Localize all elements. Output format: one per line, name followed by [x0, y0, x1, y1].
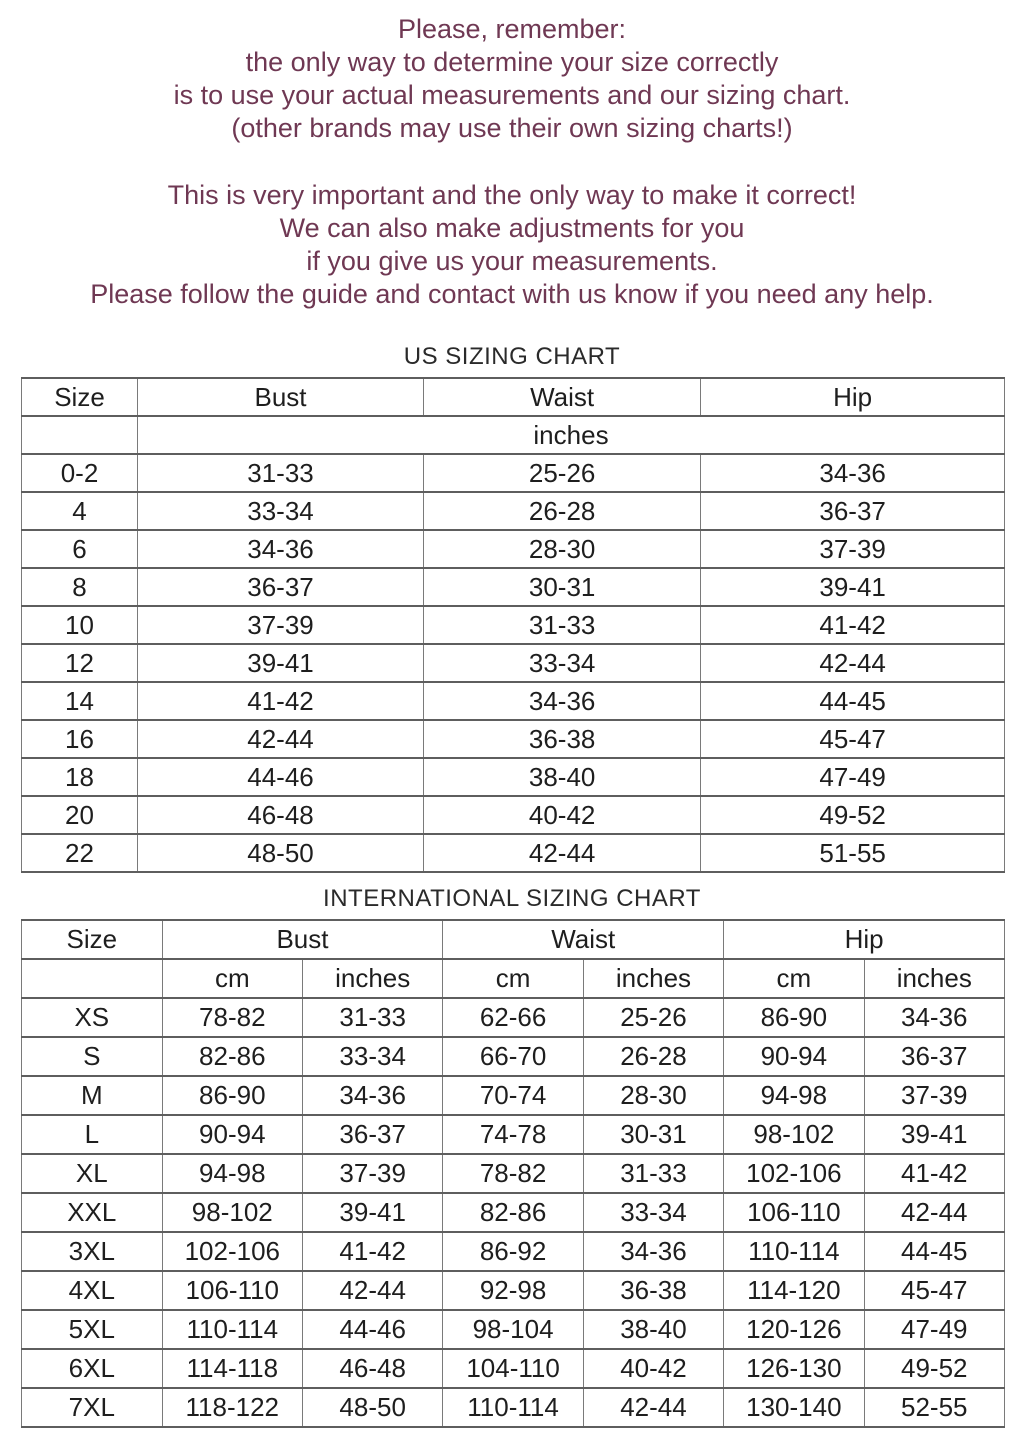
size-cell: 4XL — [22, 1271, 163, 1310]
intro-line: if you give us your measurements. — [306, 246, 718, 276]
size-cell: L — [22, 1115, 163, 1154]
measurement-cell: 114-118 — [162, 1349, 302, 1388]
table-row — [22, 1310, 1005, 1349]
us-header-bust: Bust — [137, 378, 423, 416]
measurement-cell: 82-86 — [162, 1037, 302, 1076]
measurement-cell: 48-50 — [302, 1388, 442, 1427]
measurement-cell: 86-90 — [162, 1076, 302, 1115]
measurement-cell: 51-55 — [701, 834, 1005, 872]
measurement-cell: 49-52 — [701, 796, 1005, 834]
measurement-cell: 42-44 — [424, 834, 701, 872]
measurement-cell: 31-33 — [424, 606, 701, 644]
measurement-cell: 104-110 — [443, 1349, 583, 1388]
measurement-cell: 49-52 — [864, 1349, 1004, 1388]
measurement-cell: 36-38 — [583, 1271, 723, 1310]
measurement-cell: 45-47 — [701, 720, 1005, 758]
measurement-cell: 34-36 — [424, 682, 701, 720]
us-header-waist: Waist — [424, 378, 701, 416]
measurement-cell: 33-34 — [424, 644, 701, 682]
size-cell: XS — [22, 998, 163, 1037]
measurement-cell: 42-44 — [137, 720, 423, 758]
intro-line: We can also make adjustments for you — [279, 213, 745, 243]
measurement-cell: 33-34 — [583, 1193, 723, 1232]
size-cell: XXL — [22, 1193, 163, 1232]
measurement-cell: 106-110 — [162, 1271, 302, 1310]
us-table-body — [22, 454, 1005, 872]
measurement-cell: 42-44 — [583, 1388, 723, 1427]
intl-header-hip: Hip — [724, 920, 1005, 959]
measurement-cell: 47-49 — [864, 1310, 1004, 1349]
size-cell: 22 — [22, 834, 138, 872]
measurement-cell: 39-41 — [137, 644, 423, 682]
table-row — [22, 1271, 1005, 1310]
intro-line: the only way to determine your size correctly — [245, 47, 779, 77]
international-chart-title: INTERNATIONAL SIZING CHART — [323, 885, 701, 912]
us-header-hip: Hip — [701, 378, 1005, 416]
measurement-cell: 45-47 — [864, 1271, 1004, 1310]
measurement-cell: 28-30 — [583, 1076, 723, 1115]
measurement-cell: 42-44 — [701, 644, 1005, 682]
measurement-cell: 47-49 — [701, 758, 1005, 796]
measurement-cell: 86-92 — [443, 1232, 583, 1271]
size-cell: 16 — [22, 720, 138, 758]
us-chart-title: US SIZING CHART — [403, 343, 621, 370]
measurement-cell: 37-39 — [701, 530, 1005, 568]
table-row — [22, 682, 1005, 720]
measurement-cell: 94-98 — [162, 1154, 302, 1193]
measurement-cell: 82-86 — [443, 1193, 583, 1232]
measurement-cell: 39-41 — [701, 568, 1005, 606]
measurement-cell: 25-26 — [424, 454, 701, 492]
measurement-cell: 42-44 — [864, 1193, 1004, 1232]
measurement-cell: 26-28 — [424, 492, 701, 530]
size-cell: 18 — [22, 758, 138, 796]
size-cell: 6XL — [22, 1349, 163, 1388]
measurement-cell: 86-90 — [724, 998, 864, 1037]
measurement-cell: 98-102 — [162, 1193, 302, 1232]
size-cell: 14 — [22, 682, 138, 720]
measurement-cell: 42-44 — [302, 1271, 442, 1310]
size-cell: 5XL — [22, 1310, 163, 1349]
intl-unit-row — [22, 959, 1005, 998]
measurement-cell: 41-42 — [701, 606, 1005, 644]
measurement-cell: 70-74 — [443, 1076, 583, 1115]
measurement-cell: 31-33 — [137, 454, 423, 492]
measurement-cell: 52-55 — [864, 1388, 1004, 1427]
measurement-cell: 36-37 — [302, 1115, 442, 1154]
table-row — [22, 568, 1005, 606]
table-row — [22, 492, 1005, 530]
intro-line: This is very important and the only way to make it correct! — [167, 180, 857, 210]
measurement-cell: 110-114 — [162, 1310, 302, 1349]
measurement-cell: 44-45 — [864, 1232, 1004, 1271]
intl-header-size: Size — [22, 920, 163, 959]
table-row — [22, 606, 1005, 644]
measurement-cell: 36-37 — [137, 568, 423, 606]
measurement-cell: 33-34 — [302, 1037, 442, 1076]
measurement-cell: 31-33 — [583, 1154, 723, 1193]
measurement-cell: 37-39 — [137, 606, 423, 644]
measurement-cell: 40-42 — [424, 796, 701, 834]
intl-header-row — [22, 920, 1005, 959]
unit-label-cell: cm — [162, 959, 302, 998]
measurement-cell: 34-36 — [583, 1232, 723, 1271]
measurement-cell: 78-82 — [162, 998, 302, 1037]
measurement-cell: 34-36 — [137, 530, 423, 568]
size-cell: 6 — [22, 530, 138, 568]
size-cell: M — [22, 1076, 163, 1115]
size-cell: 3XL — [22, 1232, 163, 1271]
size-cell: 4 — [22, 492, 138, 530]
measurement-cell: 98-102 — [724, 1115, 864, 1154]
measurement-cell: 38-40 — [583, 1310, 723, 1349]
measurement-cell: 36-37 — [864, 1037, 1004, 1076]
intro-paragraph-2 — [0, 179, 1024, 311]
measurement-cell: 110-114 — [724, 1232, 864, 1271]
unit-label-cell: cm — [724, 959, 864, 998]
table-row — [22, 454, 1005, 492]
table-row — [22, 1232, 1005, 1271]
measurement-cell: 44-46 — [302, 1310, 442, 1349]
measurement-cell: 90-94 — [162, 1115, 302, 1154]
measurement-cell: 92-98 — [443, 1271, 583, 1310]
intl-header-waist: Waist — [443, 920, 724, 959]
measurement-cell: 94-98 — [724, 1076, 864, 1115]
table-row — [22, 1388, 1005, 1427]
unit-label-cell: inches — [583, 959, 723, 998]
measurement-cell: 41-42 — [864, 1154, 1004, 1193]
measurement-cell: 48-50 — [137, 834, 423, 872]
measurement-cell: 39-41 — [302, 1193, 442, 1232]
table-row — [22, 758, 1005, 796]
unit-label-cell: inches — [137, 416, 1004, 454]
size-cell: 7XL — [22, 1388, 163, 1427]
table-row — [22, 998, 1005, 1037]
measurement-cell: 120-126 — [724, 1310, 864, 1349]
measurement-cell: 130-140 — [724, 1388, 864, 1427]
measurement-cell: 41-42 — [137, 682, 423, 720]
measurement-cell: 44-45 — [701, 682, 1005, 720]
empty-cell — [22, 416, 138, 454]
measurement-cell: 34-36 — [302, 1076, 442, 1115]
us-sizing-table — [21, 377, 1005, 873]
table-row — [22, 720, 1005, 758]
measurement-cell: 126-130 — [724, 1349, 864, 1388]
size-cell: XL — [22, 1154, 163, 1193]
table-row — [22, 644, 1005, 682]
unit-label-cell: cm — [443, 959, 583, 998]
measurement-cell: 46-48 — [137, 796, 423, 834]
empty-cell — [22, 959, 163, 998]
measurement-cell: 106-110 — [724, 1193, 864, 1232]
intro-text — [0, 0, 1024, 311]
measurement-cell: 31-33 — [302, 998, 442, 1037]
table-row — [22, 1076, 1005, 1115]
table-row — [22, 834, 1005, 872]
measurement-cell: 98-104 — [443, 1310, 583, 1349]
table-row — [22, 1193, 1005, 1232]
us-unit-row — [22, 416, 1005, 454]
size-cell: 10 — [22, 606, 138, 644]
measurement-cell: 28-30 — [424, 530, 701, 568]
table-row — [22, 530, 1005, 568]
measurement-cell: 110-114 — [443, 1388, 583, 1427]
measurement-cell: 25-26 — [583, 998, 723, 1037]
unit-label-cell: inches — [302, 959, 442, 998]
us-header-size: Size — [22, 378, 138, 416]
measurement-cell: 37-39 — [864, 1076, 1004, 1115]
measurement-cell: 102-106 — [724, 1154, 864, 1193]
size-cell: 8 — [22, 568, 138, 606]
measurement-cell: 114-120 — [724, 1271, 864, 1310]
us-header-row — [22, 378, 1005, 416]
measurement-cell: 30-31 — [583, 1115, 723, 1154]
measurement-cell: 118-122 — [162, 1388, 302, 1427]
unit-label-cell: inches — [864, 959, 1004, 998]
table-row — [22, 1349, 1005, 1388]
intl-table-body — [22, 998, 1005, 1427]
intro-line: (other brands may use their own sizing charts!) — [231, 113, 793, 143]
measurement-cell: 26-28 — [583, 1037, 723, 1076]
measurement-cell: 90-94 — [724, 1037, 864, 1076]
measurement-cell: 62-66 — [443, 998, 583, 1037]
measurement-cell: 66-70 — [443, 1037, 583, 1076]
measurement-cell: 44-46 — [137, 758, 423, 796]
table-row — [22, 1154, 1005, 1193]
table-row — [22, 796, 1005, 834]
measurement-cell: 34-36 — [701, 454, 1005, 492]
size-cell: 12 — [22, 644, 138, 682]
intl-header-bust: Bust — [162, 920, 443, 959]
size-cell: 20 — [22, 796, 138, 834]
intro-line: is to use your actual measurements and our sizing chart. — [173, 80, 851, 110]
table-row — [22, 1115, 1005, 1154]
measurement-cell: 78-82 — [443, 1154, 583, 1193]
measurement-cell: 38-40 — [424, 758, 701, 796]
measurement-cell: 102-106 — [162, 1232, 302, 1271]
measurement-cell: 34-36 — [864, 998, 1004, 1037]
size-cell: S — [22, 1037, 163, 1076]
measurement-cell: 46-48 — [302, 1349, 442, 1388]
intro-line: Please, remember: — [397, 14, 627, 44]
size-cell: 0-2 — [22, 454, 138, 492]
international-sizing-table — [21, 919, 1005, 1428]
measurement-cell: 41-42 — [302, 1232, 442, 1271]
measurement-cell: 30-31 — [424, 568, 701, 606]
measurement-cell: 36-38 — [424, 720, 701, 758]
measurement-cell: 39-41 — [864, 1115, 1004, 1154]
intro-paragraph-1 — [0, 13, 1024, 145]
measurement-cell: 40-42 — [583, 1349, 723, 1388]
measurement-cell: 37-39 — [302, 1154, 442, 1193]
measurement-cell: 33-34 — [137, 492, 423, 530]
intro-line: Please follow the guide and contact with us know if you need any help. — [90, 279, 934, 309]
measurement-cell: 74-78 — [443, 1115, 583, 1154]
table-row — [22, 1037, 1005, 1076]
measurement-cell: 36-37 — [701, 492, 1005, 530]
